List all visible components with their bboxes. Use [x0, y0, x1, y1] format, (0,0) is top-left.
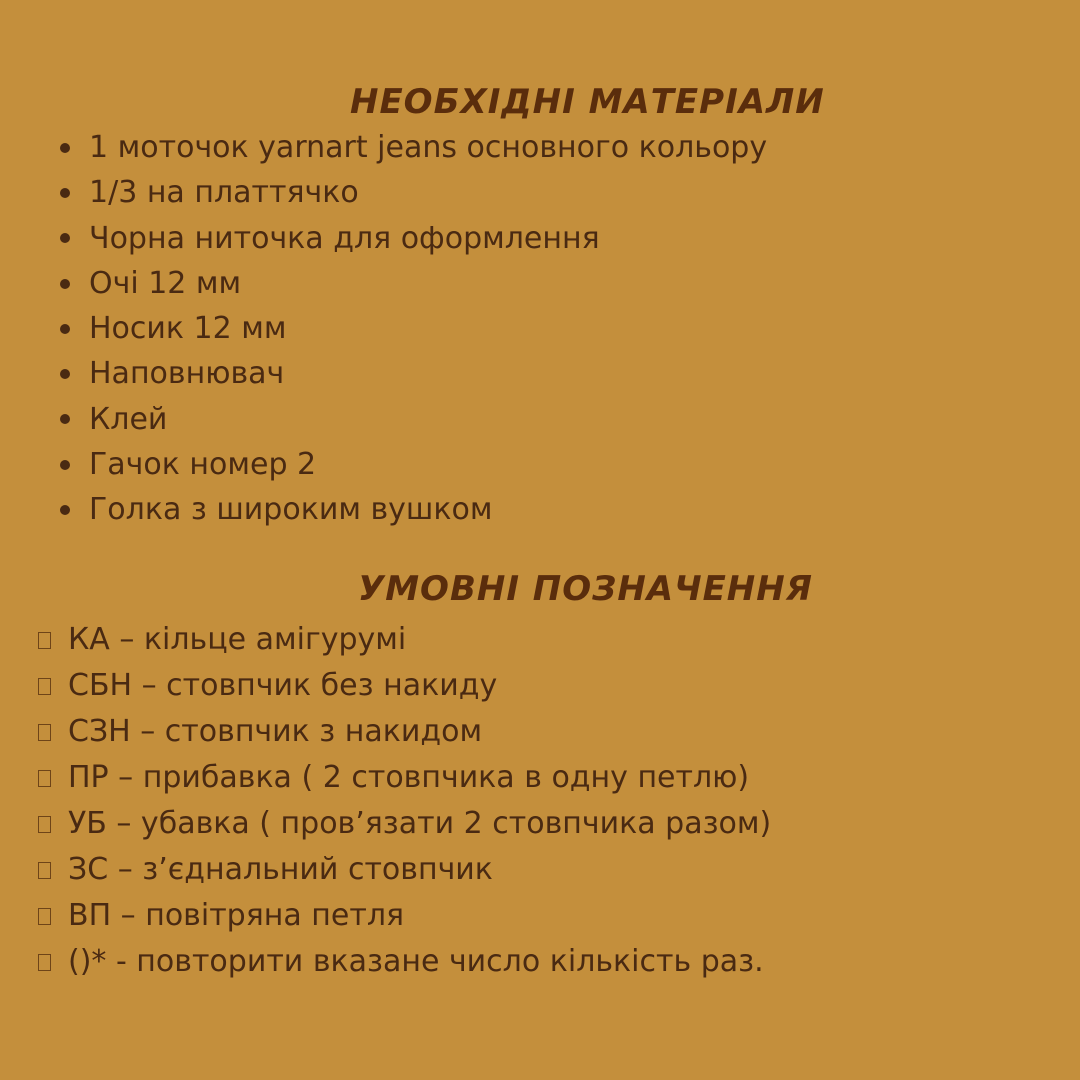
box-glyph-icon	[38, 816, 51, 833]
legend-item	[38, 709, 771, 755]
legend-item-text: КА – кільце амігурумі	[68, 622, 407, 657]
legend-item	[38, 617, 771, 663]
bullet-icon	[60, 279, 70, 289]
materials-heading: НЕОБХІДНІ МАТЕРІАЛИ	[350, 82, 825, 122]
list-item-text: 1 моточок yarnart jeans основного кольору	[89, 130, 768, 165]
list-item	[60, 397, 767, 442]
list-item-text: Гачок номер 2	[89, 447, 317, 483]
box-glyph-icon	[38, 954, 51, 971]
legend-item	[38, 801, 771, 847]
bullet-icon	[60, 233, 70, 243]
list-item-text: Наповнювач	[89, 356, 285, 392]
list-item-text: Носик 12 мм	[89, 311, 287, 347]
bullet-icon	[60, 505, 70, 515]
list-item-text: 1/3 на платтячко	[89, 175, 359, 211]
list-item	[60, 125, 767, 170]
legend-heading: УМОВНІ ПОЗНАЧЕННЯ	[358, 569, 813, 609]
legend-item-text: ()* - повторити вказане число кількість раз.	[68, 944, 764, 979]
legend-item-text: ЗС – з’єднальний стовпчик	[68, 852, 493, 887]
list-item	[60, 216, 767, 261]
list-item-text: Клей	[89, 401, 168, 437]
bullet-icon	[60, 369, 70, 379]
legend-item-text: СБН – стовпчик без накиду	[68, 668, 498, 703]
list-item	[60, 261, 767, 306]
list-item	[60, 442, 767, 487]
list-item-text: Голка з широким вушком	[89, 492, 493, 528]
list-item	[60, 306, 767, 351]
box-glyph-icon	[38, 862, 51, 879]
box-glyph-icon	[38, 678, 51, 695]
legend-item	[38, 663, 771, 709]
list-item	[60, 487, 767, 532]
legend-item-text: СЗН – стовпчик з накидом	[68, 714, 483, 749]
list-item-text: Чорна ниточка для оформлення	[89, 220, 600, 256]
bullet-icon	[60, 188, 70, 198]
bullet-icon	[60, 324, 70, 334]
legend-item-text: ПР – прибавка ( 2 стовпчика в одну петлю)	[68, 760, 750, 795]
legend-item	[38, 847, 771, 893]
box-glyph-icon	[38, 908, 51, 925]
materials-list	[60, 125, 767, 533]
legend-item-text: УБ – убавка ( пров’язати 2 стовпчика разом)	[68, 806, 772, 841]
box-glyph-icon	[38, 632, 51, 649]
bullet-icon	[60, 143, 70, 153]
bullet-icon	[60, 414, 70, 424]
list-item	[60, 351, 767, 396]
bullet-icon	[60, 460, 70, 470]
legend-item	[38, 939, 771, 985]
list-item-text: Очі 12 мм	[89, 265, 242, 301]
legend-item-text: ВП – повітряна петля	[68, 898, 405, 933]
box-glyph-icon	[38, 770, 51, 787]
legend-item	[38, 755, 771, 801]
list-item	[60, 170, 767, 215]
box-glyph-icon	[38, 724, 51, 741]
legend-item	[38, 893, 771, 939]
legend-list	[38, 617, 771, 985]
